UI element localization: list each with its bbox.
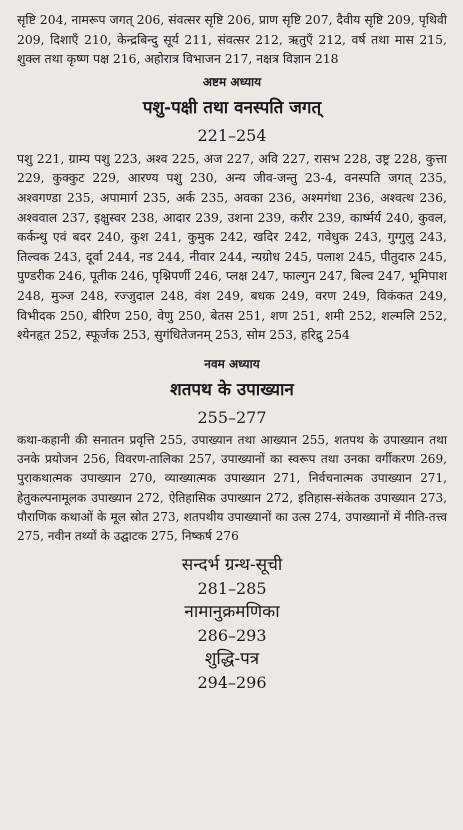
bibliography-title: सन्दर्भ ग्रन्थ-सूची [181,554,283,575]
bibliography-page-range: 281–285 [197,578,267,598]
chapter9-label: नवम अध्याय [204,356,260,371]
chapter9-title: शतपथ के उपाख्यान [170,379,294,400]
chapter8-title: पशु-पक्षी तथा वनस्पति जगत् [142,97,322,118]
index-title: नामानुक्रमणिका [184,601,280,622]
chapter8-label: अष्टम अध्याय [202,74,262,89]
errata-page-range: 294–296 [197,672,267,692]
chapter7-continued-entries: सृष्टि 204, नामरूप जगत् 206, संवत्सर सृष्टि 206, प्राण सृष्टि 207, दैवीय सृष्टि 209, पृथिवी 209, दिशाएँ 210, केन्द्रबिन्दु सूर्य 211, संवत्सर 212, ऋतुएँ 212, वर्ष तथा मास 215, शुक्ल तथा कृष्ण पक्ष 216, अहोरात्र विभाजन 217, नक्षत्र विज्ञान 218 [17,12,447,67]
chapter9-page-range: 255–277 [197,407,267,427]
chapter9-entries: कथा-कहानी की सनातन प्रवृत्ति 255, उपाख्यान तथा आख्यान 255, शतपथ के उपाख्यान तथा उनके प्रयोजन 256, विवरण-तालिका 257, उपाख्यानों का स्वरूप तथा उनका वर्गीकरण 269, पुराकथात्मक उपाख्यान 270, व्याख्यात्मक उपाख्यान 271, निर्वचनात्मक उपाख्यान 271, हेतुकल्पनामूलक उपाख्यान 272, ऐतिहासिक उपाख्यान 272, इतिहास-संकेतक उपाख्यान 273, पौराणिक कथाओं के मूल स्रोत 273, शतपथीय उपाख्यानों का उत्स 274, उपाख्यानों में नीति-तत्त्व 275, नवीन तथ्यों के उद्घाटक 275, निष्कर्ष 276 [17,432,447,544]
chapter8-page-range: 221–254 [197,125,267,145]
index-page-range: 286–293 [197,625,267,645]
errata-title: शुद्धि-पत्र [204,648,260,669]
chapter8-entries: पशु 221, ग्राम्य पशु 223, अश्व 225, अज 227, अवि 227, रासभ 228, उष्ट्र 228, कुत्ता 229, कुक्कुट 229, आरण्य पशु 230, अन्य जीव-जन्तु 23-4, वनस्पति जगत् 235, अश्वगण्डा 235, अपामार्ग 235, अर्क 235, अवका 236, अश्मगंधा 236, अश्वत्थ 236, अश्ववाल 237, इक्षुस्वर 238, आदार 239, उशना 239, करीर 239, कार्ष्मर्य 240, कुवल, कर्कन्धु एवं बदर 240, कुश 241, कुमुक 242, खदिर 242, गवेधुक 243, गुग्गुलु 243, तिल्वक 243, दूर्वा 244, नड 244, नीवार 244, न्यग्रोध 245, पलाश 245, पीतुदारु 245, पुण्डरीक 246, पूतीक 246, पृश्निपर्णी 246, प्लक्ष 247, फाल्गुन 247, बिल्व 247, भूमिपाश 248, मुञ्ज 248, रज्जुदाल 248, वंश 249, बधक 249, वरण 249, विकंकत 249, विभीदक 250, बीरिण 250, वेणु 250, बेतस 251, शण 251, शमी 252, शल्मलि 252, श्येनहृत 252, स्फूर्जक 253, सुगंधितेजनम् 253, सोम 253, हरिद्रु 254 [17,150,447,343]
